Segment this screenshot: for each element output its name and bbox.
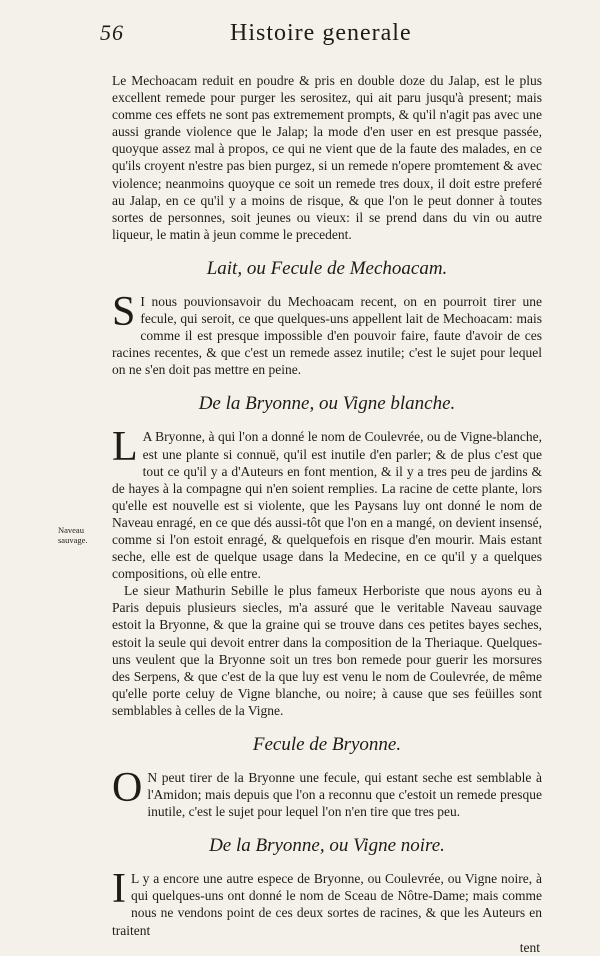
catchword: tent — [519, 939, 540, 955]
paragraph-text: I nous pouvionsavoir du Mechoacam recent, on en pourroit tirer une fecule, qui seroit, ce que quelques-uns appellent lait de Mechoacam: mais comme il est presque impossible d'en pouvoir faire, faute d'avoir de ces racines recentes, & que c'est un remede assez inutile; c'est le sujet pour lequel on ne s'en doit pas mettre en peine. — [112, 293, 542, 378]
paragraph-text: L y a encore une autre espece de Bryonne, ou Coulevrée, ou Vigne noire, à qui quelques-uns ont donné le nom de Sceau de Nôtre-Dame; mais comme nous ne vendons point de ces deux sortes de racines, & que les Auteurs en traitent — [112, 871, 542, 938]
section-heading: Fecule de Bryonne. — [252, 734, 402, 755]
section-heading: De la Bryonne, ou Vigne noire. — [209, 835, 445, 857]
page-number: 56 — [100, 20, 124, 45]
paragraph — [112, 765, 542, 820]
margin-note: Naveau sauvage. — [58, 525, 88, 545]
paragraph-text: N peut tirer de la Bryonne une fecule, qui estant seche est semblable à l'Amidon; mais depuis que l'on a reconnu que c'estoit un remede presque inutile, c'est le sujet pour lequel l'on n'en tire que tres peu. — [147, 770, 542, 820]
paragraph — [112, 424, 542, 582]
drop-cap: O — [112, 765, 143, 811]
paragraph — [112, 866, 542, 938]
drop-cap: I — [112, 866, 126, 913]
paragraph-text: A Bryonne, à qui l'on a donné le nom de Coulevrée, ou de Vigne-blanche, est une plante si connuë, qu'il est inutile d'en parler; & de plus c'est que tout ce qu'il y a d'Auteurs en font mention, & il y a tres peu de jardins & de hayes à la compagne qui n'en soient remplies. La racine de cette plante, lors qu'elle est nouvelle est si violente, que les Paysans luy ont donné le nom de Naveau enragé, en ce que dés aussi-tôt que l'on en a mangé, on devient insensé, comme si l'on estoit enragé, & quelquefois en risque d'en mourir. Mais estant seche, elle est de quelque usage dans la Medecine, en ce qu'il y a quelques compositions, où elle entre. — [112, 429, 542, 582]
drop-cap: S — [112, 288, 136, 335]
paragraph: Le sieur Mathurin Sebille le plus fameux Herboriste que nous ayons eu à Paris depuis plusieurs siecles, m'a assuré que le veritable Naveau sauvage estoit la Bryonne, & que la graine qui se trouve dans ces petites bayes seches, estoit la seule qui devoit entrer dans la composition de la Theriaque. Quelques-uns veulent que la Bryonne soit un tres bon remede pour guerir les morsures des Serpens, & que c'est de la que luy est venu le nom de Coulevrée, de même qu'elle porte celuy de Vigne blanche, ou noire; à cause que ses feüilles sont semblables à celles de la Vigne. — [112, 583, 542, 718]
drop-cap: L — [112, 424, 138, 471]
paragraph: Le Mechoacam reduit en poudre & pris en double doze du Jalap, est le plus excellent remede pour purger les serositez, qui ait paru jusqu'à present; mais comme ces effets ne sont pas extremement prompts, & qu'il n'agit pas avec une aussi grande violence que le Jalap; la mode d'en user en est presque passée, quoyque assez mal à propos, ce qui ne vient que de la faute des malades, en ce qu'ils croyent n'estre pas bien purgez, si un remede n'opere promtement & avec violence; neanmoins quoyque ce soit un remede tres doux, il doit estre preferé au Jalap, en ce qu'il y a moins de risque, & que l'on le peut donner à toutes sortes de personnes, soit jeunes ou vieux: il se prend dans du vin ou autre liqueur, le matin à jeun comme le precedent. — [112, 73, 542, 242]
section-heading: De la Bryonne, ou Vigne blanche. — [198, 393, 456, 415]
section-heading: Lait, ou Fecule de Mechoacam. — [206, 257, 448, 279]
page-body — [112, 72, 542, 956]
paragraph — [112, 288, 542, 378]
running-title: Histoire generale — [230, 20, 412, 46]
page-header — [100, 20, 540, 50]
